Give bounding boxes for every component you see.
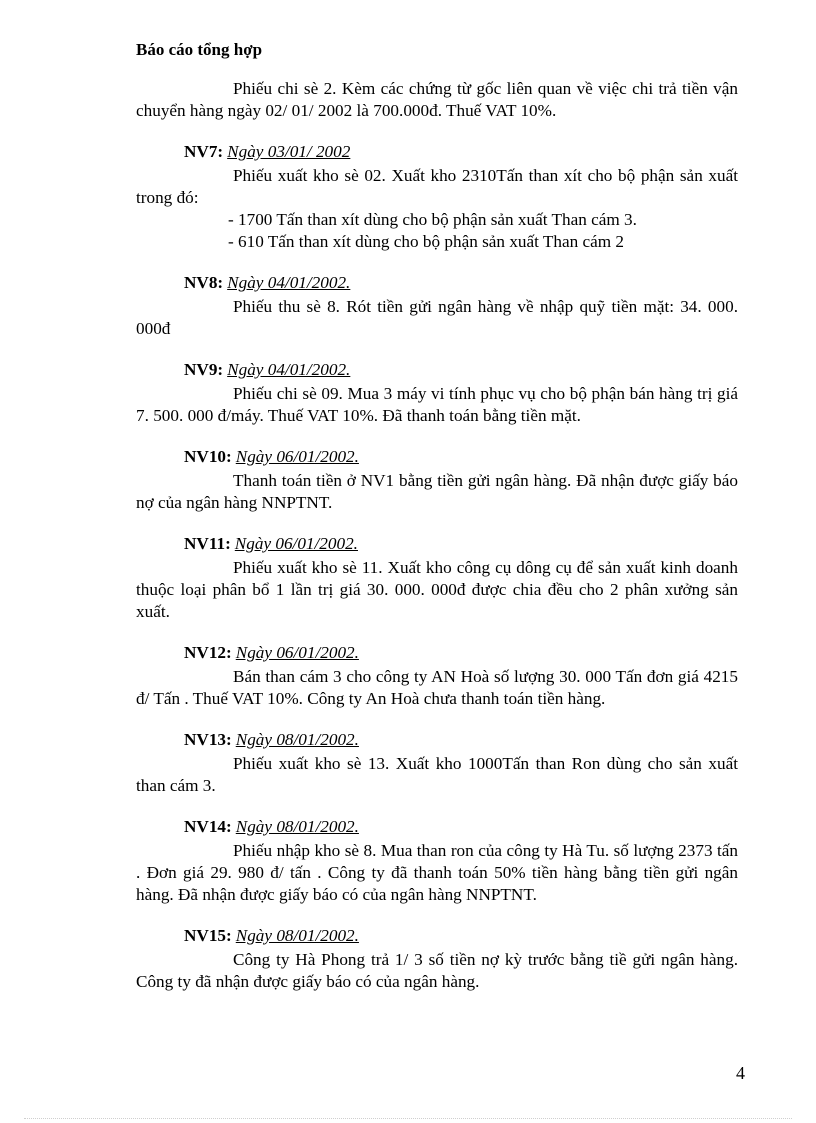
entry-heading (184, 816, 738, 838)
entry-text: Phiếu thu sè 8. Rót tiền gửi ngân hàng về nhập quỹ tiền mặt: 34. 000. 000đ (136, 297, 738, 338)
entry-code: NV13: (184, 730, 232, 749)
entry-heading (184, 925, 738, 947)
entry-code: NV15: (184, 926, 232, 945)
entry-nv12 (136, 642, 738, 710)
entry-text: Công ty Hà Phong trả 1/ 3 số tiền nợ kỳ trước bằng tiề gửi ngân hàng. Công ty đã nhận được giấy báo có của ngân hàng. (136, 950, 738, 991)
intro-paragraph: Phiếu chi sè 2. Kèm các chứng từ gốc liên quan về việc chi trả tiền vận chuyển hàng ngày 02/ 01/ 2002 là 700.000đ. Thuế VAT 10%. (136, 79, 738, 120)
page-number: 4 (736, 1063, 745, 1083)
entry-code: NV7: (184, 142, 224, 161)
entry-code: NV14: (184, 817, 232, 836)
entry-date: Ngày 08/01/2002. (235, 926, 359, 945)
entry-date: Ngày 06/01/2002. (235, 447, 359, 466)
entry-date: Ngày 03/01/ 2002 (227, 142, 351, 161)
entry-heading (184, 446, 738, 468)
entry-date: Ngày 08/01/2002. (235, 730, 359, 749)
entry-sub-item: - 610 Tấn than xít dùng cho bộ phận sản xuất Than cám 2 (228, 232, 625, 251)
entry-nv14 (136, 816, 738, 906)
entry-text: Phiếu chi sè 09. Mua 3 máy vi tính phục vụ cho bộ phận bán hàng trị giá 7. 500. 000 đ/máy. Thuế VAT 10%. Đã thanh toán bằng tiền mặt. (136, 384, 738, 425)
entry-nv10 (136, 446, 738, 514)
entry-nv15 (136, 925, 738, 993)
entry-heading (184, 729, 738, 751)
entry-code: NV11: (184, 534, 231, 553)
entry-code: NV12: (184, 643, 232, 662)
entry-date: Ngày 04/01/2002. (227, 360, 351, 379)
entry-heading (184, 642, 738, 664)
report-body (136, 78, 738, 993)
entry-nv9 (136, 359, 738, 427)
entry-date: Ngày 06/01/2002. (234, 534, 358, 553)
entry-text: Bán than cám 3 cho công ty AN Hoà số lượng 30. 000 Tấn đơn giá 4215 đ/ Tấn . Thuế VAT 10%. Công ty An Hoà chưa thanh toán tiền hàng. (136, 667, 738, 708)
entry-nv13 (136, 729, 738, 797)
entry-heading (184, 141, 738, 163)
entry-nv7 (136, 141, 738, 253)
entry-code: NV10: (184, 447, 232, 466)
entry-nv8 (136, 272, 738, 340)
entry-nv11 (136, 533, 738, 623)
entry-date: Ngày 08/01/2002. (235, 817, 359, 836)
entry-code: NV9: (184, 360, 224, 379)
entry-text: Phiếu xuất kho sè 02. Xuất kho 2310Tấn than xít cho bộ phận sản xuất trong đó: (136, 166, 738, 207)
entry-date: Ngày 04/01/2002. (227, 273, 351, 292)
entry-text: Phiếu xuất kho sè 13. Xuất kho 1000Tấn than Ron dùng cho sản xuất than cám 3. (136, 754, 738, 795)
report-title: Báo cáo tổng hợp (136, 40, 263, 59)
entry-text: Thanh toán tiền ở NV1 bằng tiền gửi ngân hàng. Đã nhận được giấy báo nợ của ngân hàng NNPTNT. (136, 471, 738, 512)
entry-heading (184, 272, 738, 294)
entry-heading (184, 359, 738, 381)
entry-date: Ngày 06/01/2002. (235, 643, 359, 662)
footer-divider (24, 1118, 792, 1119)
entry-heading (184, 533, 738, 555)
entry-text: Phiếu xuất kho sè 11. Xuất kho công cụ dông cụ để sản xuất kinh doanh thuộc loại phân bổ 1 lần trị giá 30. 000. 000đ được chia đều cho 2 phân xưởng sản xuất. (136, 558, 738, 621)
entry-code: NV8: (184, 273, 224, 292)
entry-text: Phiếu nhập kho sè 8. Mua than ron của công ty Hà Tu. số lượng 2373 tấn . Đơn giá 29. 980 đ/ tấn . Công ty đã thanh toán 50% tiền hàng bằng tiền gửi ngân hàng. Đã nhận được giấy báo có của ngân hàng NNPTNT. (136, 841, 738, 904)
entry-sub-item: - 1700 Tấn than xít dùng cho bộ phận sản xuất Than cám 3. (228, 210, 637, 229)
